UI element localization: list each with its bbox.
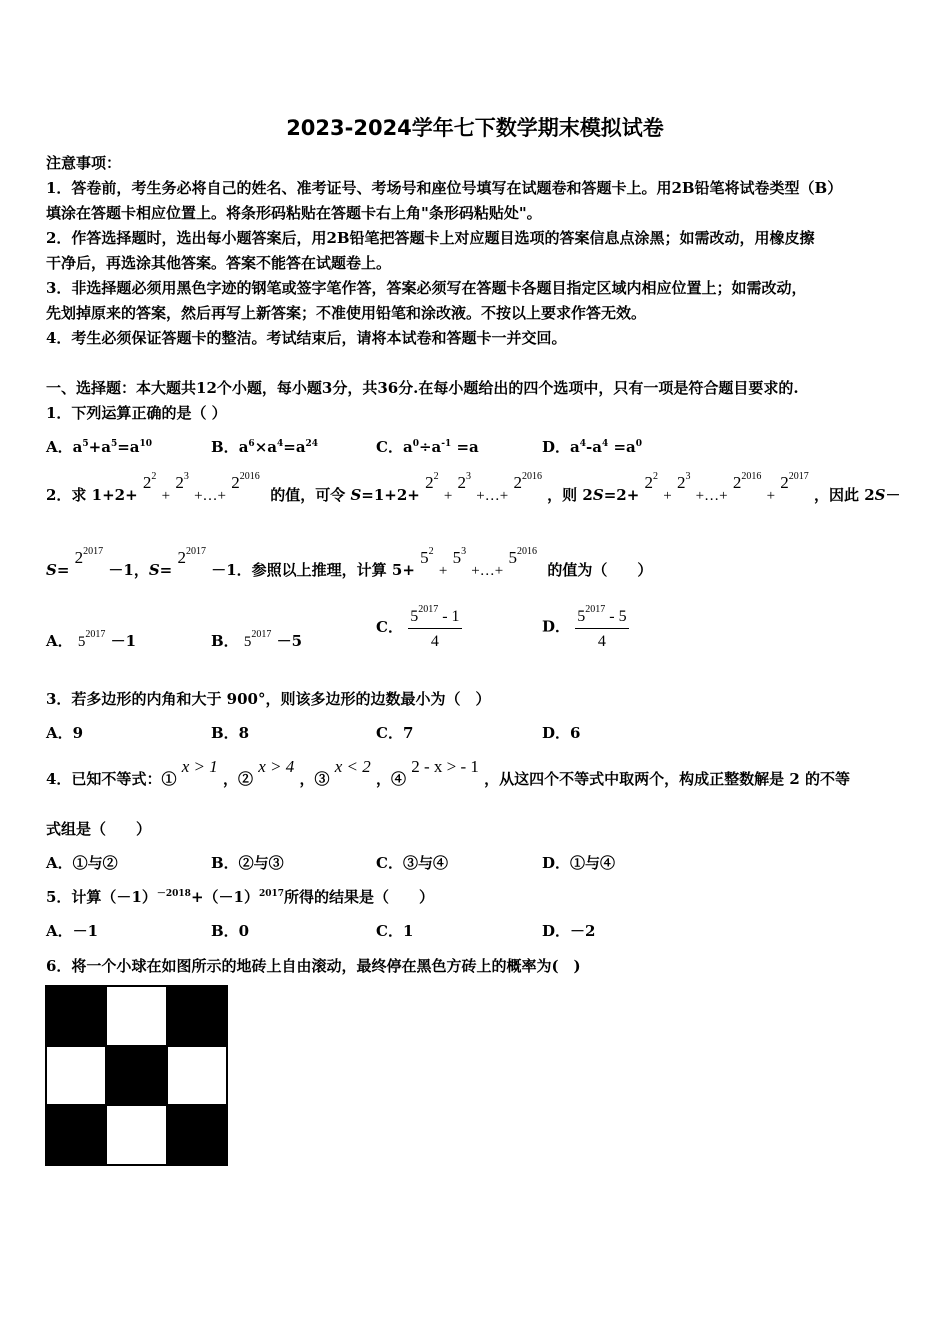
notice-line: 干净后，再选涂其他答案。答案不能答在试题卷上。 <box>46 254 392 272</box>
q1-option-b: B．$a^6\times a^4=a^{24}$ <box>211 438 319 456</box>
q2-option-c: C． $\frac{5^{2017} - 1}{4}$ <box>376 604 460 650</box>
fraction: $\frac{5^{2017} - 1}{4}$ <box>410 604 460 650</box>
black-tile <box>106 1046 166 1106</box>
tile-grid-figure <box>45 985 228 1166</box>
q1-option-d: D．$a^4-a^4 =a^0$ <box>542 438 643 456</box>
question-2-line-2: $S= 2^{2017} -1$，$S= 2^{2017} -1$．参照以上推理，计算 $5+ 5^2 + 5^3$ +…+ $5^{2016}$ 的值为（ ） <box>46 546 653 579</box>
question-4-line-1: 4．已知不等式：① x > 1 ，② x > 4 ，③ x < 2 ，④ 2 - x > - 1 ，从这四个不等式中取两个，构成正整数解是 2 的不等 <box>46 757 851 788</box>
q4-option-c: C．③与④ <box>376 854 448 872</box>
q2-option-a: A． $5^{2017} -1$ <box>46 629 137 650</box>
notice-line: 先划掉原来的答案，然后再写上新答案；不准使用铅笔和涂改液。不按以上要求作答无效。 <box>46 304 647 322</box>
fraction: $\frac{5^{2017} - 5}{4}$ <box>577 604 627 650</box>
black-tile <box>167 986 227 1046</box>
q5-option-b: B．0 <box>211 922 250 940</box>
question-3-stem: 3．若多边形的内角和大于 900°，则该多边形的边数最小为（ ） <box>46 690 491 708</box>
white-tile <box>106 986 166 1046</box>
question-4-line-2: 式组是（ ） <box>46 820 152 838</box>
black-tile <box>46 1105 106 1165</box>
white-tile <box>106 1105 166 1165</box>
q3-option-c: C．7 <box>376 724 414 742</box>
q1-option-a: A．$a^5+a^5=a^{10}$ <box>46 438 153 456</box>
white-tile <box>167 1046 227 1106</box>
q2-option-d: D． $\frac{5^{2017} - 5}{4}$ <box>542 604 627 650</box>
q5-option-d: D．－2 <box>542 922 596 940</box>
notice-line: 2．作答选择题时，选出每小题答案后，用2B铅笔把答题卡上对应题目选项的答案信息点涂黑；如需改动，用橡皮擦 <box>46 229 815 247</box>
notice-line: 填涂在答题卡相应位置上。将条形码粘贴在答题卡右上角"条形码粘贴处"。 <box>46 204 542 222</box>
black-tile <box>167 1105 227 1165</box>
question-1-stem: 1．下列运算正确的是（ ） <box>46 404 227 422</box>
question-2-line-1: 2．求 $1+2+ 2^2 + 2^3$ +…+ $2^{2016}$ 的值，可令 $S=1+2+ 2^2 + 2^3$ +…+ $2^{2016}$ ，则 $2S=2+ 2^2 + 2^3$ +…+ $2^{2016} + 2^{2017}$ ，因此 2S－ <box>46 471 901 504</box>
q4-option-a: A．①与② <box>46 854 118 872</box>
q4-option-d: D．①与④ <box>542 854 616 872</box>
q3-option-a: A．9 <box>46 724 84 742</box>
black-tile <box>46 986 106 1046</box>
q4-option-b: B．②与③ <box>211 854 284 872</box>
question-6-stem: 6．将一个小球在如图所示的地砖上自由滚动，最终停在黑色方砖上的概率为( ) <box>46 957 581 975</box>
notice-heading: 注意事项： <box>46 154 122 172</box>
section-heading: 一、选择题：本大题共12个小题，每小题3分，共36分.在每小题给出的四个选项中，只有一项是符合题目要求的. <box>46 379 799 397</box>
q1-option-c: C．$a^0\div a^{-1} =a$ <box>376 438 479 456</box>
page-title: 2023-2024学年七下数学期末模拟试卷 <box>286 116 664 140</box>
q5-option-c: C．1 <box>376 922 414 940</box>
q5-option-a: A．－1 <box>46 922 99 940</box>
notice-line: 1．答卷前，考生务必将自己的姓名、准考证号、考场号和座位号填写在试题卷和答题卡上。用2B铅笔将试卷类型（B） <box>46 179 843 197</box>
question-5-stem: 5．计算$(-1)^{-2018}+(-1)^{2017}$所得的结果是（ ） <box>46 888 435 906</box>
q3-option-d: D．6 <box>542 724 581 742</box>
q2-option-b: B． $5^{2017} -5$ <box>211 629 303 650</box>
q3-option-b: B．8 <box>211 724 250 742</box>
notice-line: 4．考生必须保证答题卡的整洁。考试结束后，请将本试卷和答题卡一并交回。 <box>46 329 567 347</box>
white-tile <box>46 1046 106 1106</box>
notice-line: 3．非选择题必须用黑色字迹的钢笔或签字笔作答，答案必须写在答题卡各题目指定区域内相应位置上；如需改动， <box>46 279 807 297</box>
